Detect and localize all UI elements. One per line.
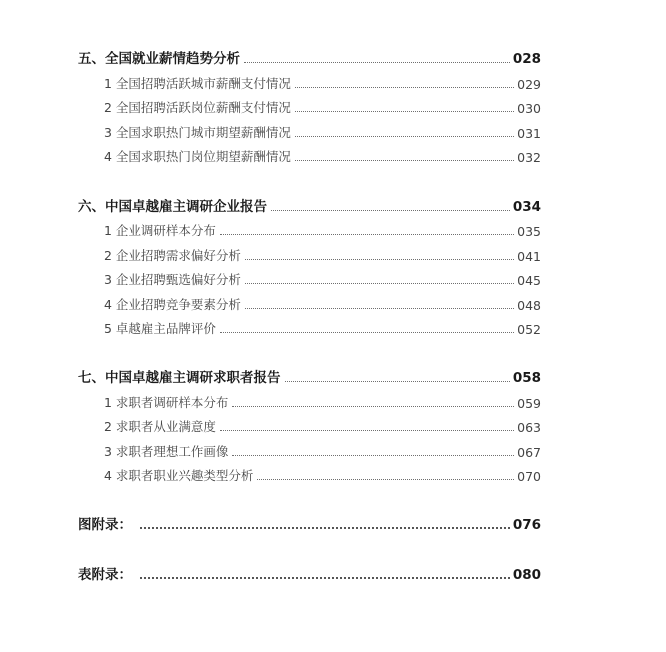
item-label: 2 企业招聘需求偏好分析 (104, 248, 241, 263)
toc-item[interactable] (0, 72, 666, 92)
item-label: 4 企业招聘竞争要素分析 (104, 297, 241, 312)
dot-leader (295, 111, 514, 112)
page-number: 031 (517, 126, 541, 141)
page-number: 034 (512, 199, 541, 215)
appendix-title: 表附录： (78, 567, 132, 583)
page-number: 076 (512, 517, 541, 533)
item-label: 1 全国招聘活跃城市薪酬支付情况 (104, 76, 291, 91)
dot-leader (295, 160, 514, 161)
item-label: 3 企业招聘甄选偏好分析 (104, 272, 241, 287)
toc-appendix-figures[interactable] (0, 513, 666, 533)
section-title: 六、中国卓越雇主调研企业报告 (78, 199, 267, 215)
page-number: 059 (517, 396, 541, 411)
page-number: 080 (512, 567, 541, 583)
toc-item[interactable] (0, 440, 666, 460)
dot-leader (271, 210, 510, 211)
toc-item[interactable] (0, 464, 666, 484)
appendix-title: 图附录： (78, 517, 132, 533)
page-number: 032 (517, 150, 541, 165)
toc-item[interactable] (0, 219, 666, 239)
dot-leader (232, 455, 514, 456)
dot-leader (140, 577, 510, 579)
dot-leader (245, 259, 514, 260)
toc-item[interactable] (0, 391, 666, 411)
item-label: 1 求职者调研样本分布 (104, 395, 229, 410)
item-label: 4 全国求职热门岗位期望薪酬情况 (104, 149, 291, 164)
page-number: 028 (512, 51, 541, 67)
dot-leader (245, 308, 514, 309)
toc-item[interactable] (0, 415, 666, 435)
page-number: 070 (517, 469, 541, 484)
toc-item[interactable] (0, 121, 666, 141)
toc-item[interactable] (0, 293, 666, 313)
page-number: 045 (517, 273, 541, 288)
toc-section-5[interactable] (0, 47, 666, 67)
item-label: 2 全国招聘活跃岗位薪酬支付情况 (104, 100, 291, 115)
page-number: 035 (517, 224, 541, 239)
toc-item[interactable] (0, 96, 666, 116)
page-number: 058 (512, 370, 541, 386)
item-label: 1 企业调研样本分布 (104, 223, 216, 238)
page-number: 030 (517, 101, 541, 116)
page-number: 067 (517, 445, 541, 460)
dot-leader (140, 527, 510, 529)
dot-leader (220, 332, 514, 333)
dot-leader (220, 234, 514, 235)
item-label: 5 卓越雇主品牌评价 (104, 321, 216, 336)
dot-leader (244, 62, 510, 63)
page-number: 029 (517, 77, 541, 92)
item-label: 3 全国求职热门城市期望薪酬情况 (104, 125, 291, 140)
item-label: 2 求职者从业满意度 (104, 419, 216, 434)
toc-item[interactable] (0, 268, 666, 288)
dot-leader (295, 87, 514, 88)
toc-section-7[interactable] (0, 366, 666, 386)
section-title: 七、中国卓越雇主调研求职者报告 (78, 370, 281, 386)
dot-leader (257, 479, 514, 480)
item-label: 4 求职者职业兴趣类型分析 (104, 468, 254, 483)
toc-section-6[interactable] (0, 195, 666, 215)
page-number: 048 (517, 298, 541, 313)
dot-leader (220, 430, 514, 431)
dot-leader (232, 406, 514, 407)
item-label: 3 求职者理想工作画像 (104, 444, 229, 459)
dot-leader (245, 283, 514, 284)
page-number: 063 (517, 420, 541, 435)
section-title: 五、全国就业薪情趋势分析 (78, 51, 240, 67)
dot-leader (295, 136, 514, 137)
page-number: 052 (517, 322, 541, 337)
toc-appendix-tables[interactable] (0, 563, 666, 583)
page-number: 041 (517, 249, 541, 264)
toc-item[interactable] (0, 244, 666, 264)
toc-item[interactable] (0, 317, 666, 337)
dot-leader (285, 381, 510, 382)
toc-item[interactable] (0, 145, 666, 165)
